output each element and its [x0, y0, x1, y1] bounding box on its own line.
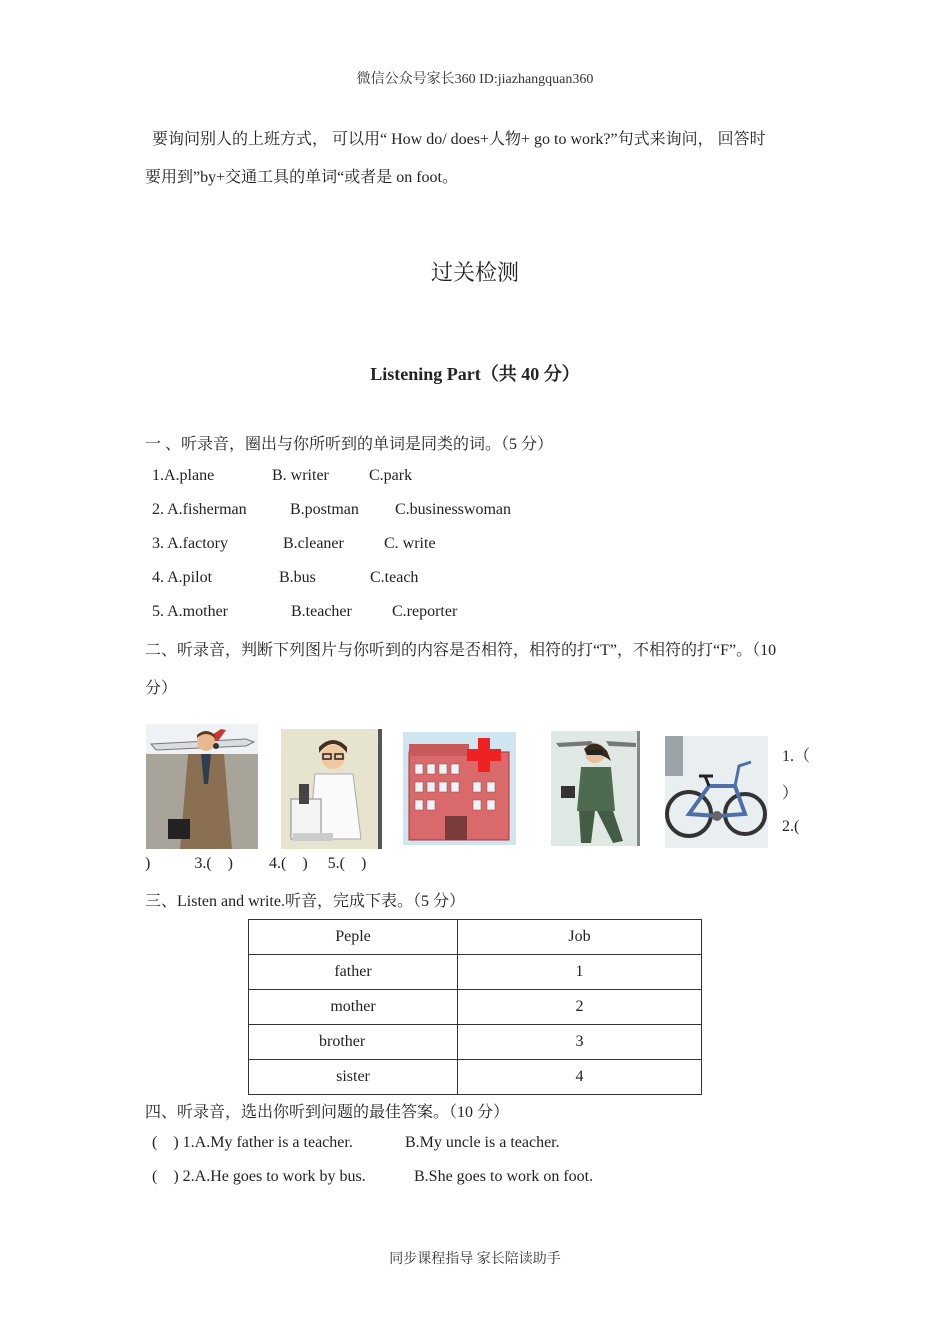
part2-answers-line: ) 3.( ) 4.( ) 5.( ) — [145, 855, 367, 872]
person-cell: father — [249, 955, 458, 990]
pilot-picture — [551, 731, 640, 846]
job-cell[interactable]: 2 — [458, 990, 702, 1025]
intro-line-1: 要询问别人的上班方式， 可以用“ How do/ does+人物+ go to work?”句式来询问， 回答时 — [152, 131, 766, 148]
part1-row3-c: C. write — [384, 535, 436, 552]
part1-row4-b: B.bus — [279, 569, 316, 586]
person-cell: brother — [249, 1025, 458, 1060]
part1-title: 一 、听录音，圈出与你所听到的单词是同类的词。（5 分） — [145, 436, 554, 453]
part3-title: 三、Listen and write.听音，完成下表。（5 分） — [145, 893, 465, 910]
part1-row1-c: C.park — [369, 467, 413, 484]
part4-q2-b: B.She goes to work on foot. — [414, 1168, 594, 1185]
part4-q2-a: ( ) 2.A.He goes to work by bus. — [152, 1168, 366, 1185]
job-cell[interactable]: 3 — [458, 1025, 702, 1060]
job-cell[interactable]: 4 — [458, 1060, 702, 1095]
part4-q1-a: ( ) 1.A.My father is a teacher. — [152, 1134, 353, 1151]
part4-title: 四、听录音，选出你听到问题的最佳答案。（10 分） — [145, 1104, 510, 1121]
section-title: 过关检测 — [430, 260, 519, 285]
header-job: Job — [458, 920, 702, 955]
header-people: Peple — [249, 920, 458, 955]
page-header: 微信公众号家长360 ID:jiazhangquan360 — [356, 72, 594, 87]
part1-row4-a: 4. A.pilot — [152, 569, 213, 586]
table-row — [249, 1060, 702, 1095]
part1-row4-c: C.teach — [370, 569, 419, 586]
table-row — [249, 955, 702, 990]
businessman-picture — [146, 724, 258, 849]
page-footer: 同步课程指导 家长陪读助手 — [389, 1252, 561, 1267]
part1-row3-a: 3. A.factory — [152, 535, 228, 552]
part1-row5-b: B.teacher — [291, 603, 352, 620]
part1-row5-a: 5. A.mother — [152, 603, 228, 620]
intro-line-2: 要用到”by+交通工具的单词“或者是 on foot。 — [145, 169, 459, 186]
part2-title-line1: 二、听录音，判断下列图片与你听到的内容是否相符，相符的打“T”，不相符的打“F”。（10 — [145, 642, 777, 659]
part2-answer-1-open: 1.（ — [782, 748, 811, 765]
part1-row5-c: C.reporter — [392, 603, 458, 620]
jobs-table — [248, 919, 702, 1095]
table-header-row — [249, 920, 702, 955]
table-row — [249, 1025, 702, 1060]
part1-row2-b: B.postman — [290, 501, 359, 518]
bicycle-picture — [665, 736, 768, 848]
person-cell: sister — [249, 1060, 458, 1095]
part1-row1-a: 1.A.plane — [152, 467, 215, 484]
part4-q1-b: B.My uncle is a teacher. — [405, 1134, 560, 1151]
table-row — [249, 990, 702, 1025]
listening-title: Listening Part（共 40 分） — [370, 364, 580, 384]
person-cell: mother — [249, 990, 458, 1025]
part2-title-line2: 分） — [145, 680, 178, 697]
job-cell[interactable]: 1 — [458, 955, 702, 990]
part1-row1-b: B. writer — [272, 467, 329, 484]
scientist-picture — [281, 729, 382, 849]
part1-row3-b: B.cleaner — [283, 535, 344, 552]
part2-answer-2-open: 2.( — [782, 818, 800, 835]
part1-row2-c: C.businesswoman — [395, 501, 511, 518]
part2-answer-1-close: ） — [782, 785, 799, 802]
hospital-picture — [403, 732, 516, 845]
part1-row2-a: 2. A.fisherman — [152, 501, 247, 518]
